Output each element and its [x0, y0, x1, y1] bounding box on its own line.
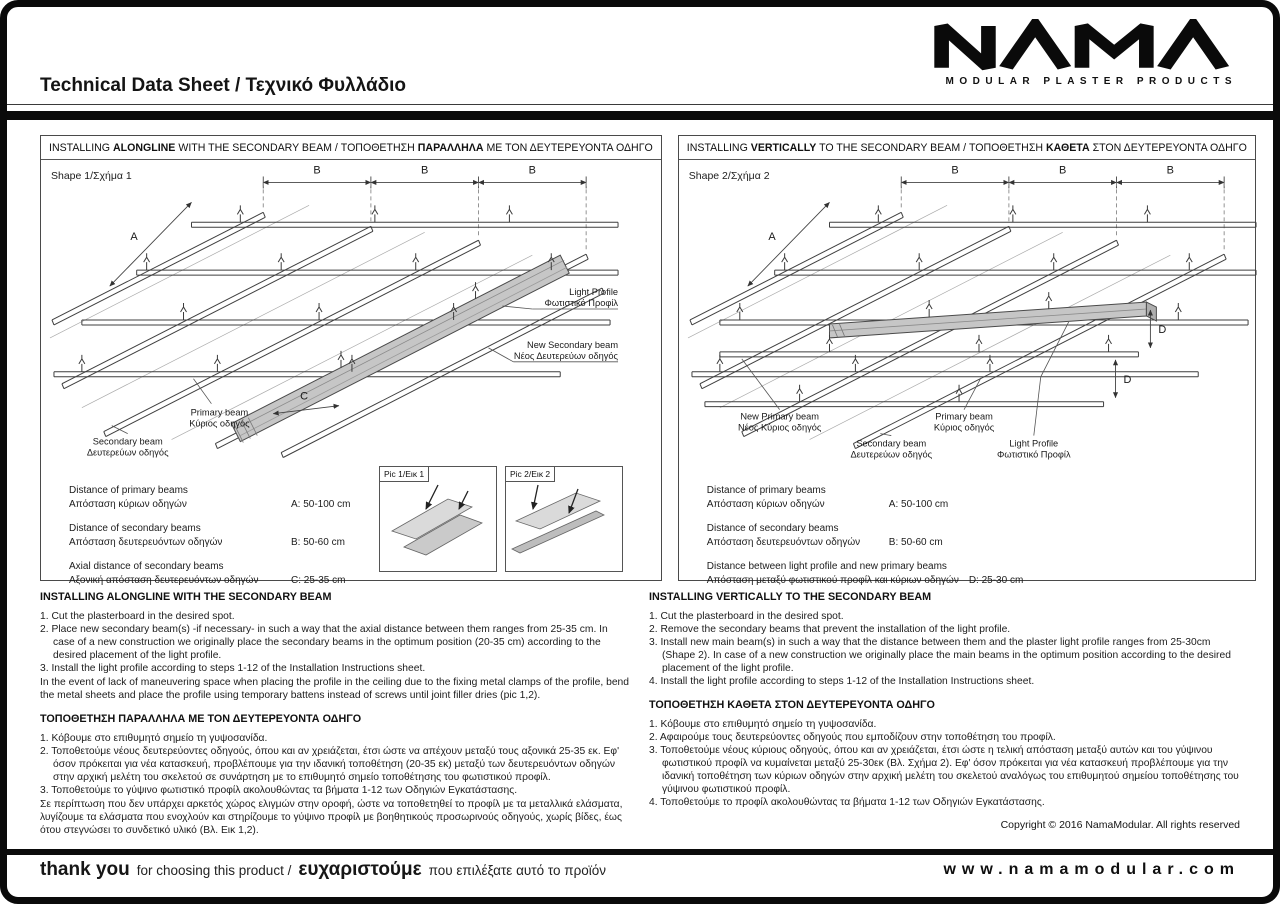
primary-beams	[692, 222, 1256, 376]
dim-label-a: A	[130, 231, 138, 244]
distance-value: C: 25-35 cm	[291, 574, 346, 586]
section-heading: INSTALLING VERTICALLY TO THE SECONDARY BEAM	[649, 591, 932, 603]
instruction-item: 1. Κόβουμε στο επιθυμητό σημείο τη γυψοσανίδα.	[649, 718, 877, 730]
section-vertical	[649, 591, 1240, 837]
callout-primary-beam	[934, 378, 995, 433]
pic-1-label: Pic 1/Εικ 1	[380, 467, 429, 482]
section-heading: ΤΟΠΟΘΕΤΗΣΗ ΚΑΘΕΤΑ ΣΤΟΝ ΔΕΥΤΕΡΕΥΟΝΤΑ ΟΔΗΓΟ	[649, 699, 935, 712]
section-alongline	[40, 591, 631, 837]
brand-block	[917, 19, 1237, 87]
instruction-item: 1. Κόβουμε στο επιθυμητό σημείο τη γυψοσανίδα.	[40, 732, 268, 744]
thank-you-gr-sub: που επιλέξατε αυτό το προϊόν	[428, 863, 607, 878]
dim-label-d: D	[1123, 373, 1132, 386]
panel-title-bold: ALONGLINE	[112, 142, 176, 154]
a-dimension	[748, 202, 830, 286]
distance-value: A: 50-100 cm	[291, 498, 351, 510]
section-vertical-en	[649, 591, 1240, 688]
distance-gr: Απόσταση κύριων οδηγών	[69, 498, 187, 510]
callout-secondary-beam	[87, 426, 169, 458]
instruction-item: 4. Τοποθετούμε το προφίλ ακολουθώντας τα βήματα 1-12 των Οδηγιών Εγκατάστασης.	[649, 797, 1045, 809]
callout-primary-en: Primary beam	[190, 407, 249, 418]
dim-label-b: B	[1166, 164, 1174, 177]
instruction-item: 1. Cut the plasterboard in the desired spot.	[649, 610, 844, 622]
callout-light-profile-en: Light Profile	[569, 287, 619, 298]
callout-new-secondary-gr: Νέος Δευτερεύων οδηγός	[513, 350, 619, 361]
callout-light-profile-en: Light Profile	[1009, 438, 1059, 449]
callout-secondary-gr: Δευτερεύων οδηγός	[850, 449, 932, 460]
brand-tagline: MODULAR PLASTER PRODUCTS	[945, 76, 1237, 87]
instruction-item: 3. Install the light profile according to steps 1-12 of the Installation Instructions sheet.	[40, 662, 426, 674]
distance-value: B: 50-60 cm	[888, 536, 943, 548]
diagram-shape-2	[680, 162, 1268, 462]
callout-light-profile-gr: Φωτιστικό Προφίλ	[544, 298, 619, 309]
top-dimension	[263, 176, 586, 250]
dim-label-c: C	[300, 390, 309, 403]
dim-label-b: B	[421, 164, 429, 177]
distance-value: B: 50-60 cm	[291, 536, 345, 548]
distance-gr: Απόσταση μεταξύ φωτιστικού προφίλ και κύριων οδηγών	[706, 574, 959, 586]
dim-label-b: B	[313, 164, 321, 177]
pics-row	[379, 466, 623, 572]
distance-row	[707, 522, 1024, 549]
shape-label: Shape 2/Σχήμα 2	[688, 170, 770, 182]
callout-light-profile-gr: Φωτιστικό Προφίλ	[996, 449, 1071, 460]
distance-row	[707, 484, 1024, 511]
distance-value: A: 50-100 cm	[888, 498, 949, 510]
distance-gr: Απόσταση κύριων οδηγών	[706, 498, 825, 510]
pic-2-label: Pic 2/Εικ 2	[506, 467, 555, 482]
instruction-item: 2. Τοποθετούμε νέους δευτερεύοντες οδηγούς, όπου και αν χρειάζεται, έτσι ώστε να απέχουν μεταξύ τους αξονικά 25-35 εκ. Εφ' όσον πρόκειται για νέα κατασκευή, προβλέπουμε για την ιδανική τοποθέτηση (20-35 εκ) μεταξύ των δευτερευόντων οδηγών στην αρχική μελέτη του σκελετού σε συνάρτηση με το επιθυμητό σημείο τοποθέτησης του φωτιστικού προφίλ.	[40, 745, 620, 784]
instruction-item: 2. Αφαιρούμε τους δευτερεύοντες οδηγούς που εμποδίζουν στην τοποθέτηση του προφίλ.	[649, 731, 1056, 743]
panel-title: INSTALLING VERTICALLY TO THE SECONDARY BEAM / ΤΟΠΟΘΕΤΗΣΗ ΚΑΘΕΤΑ ΣΤΟΝ ΔΕΥΤΕΡΕΥΟΝΤΑ ΟΔΗΓΟ	[679, 136, 1255, 160]
section-heading: INSTALLING ALONGLINE WITH THE SECONDARY BEAM	[40, 591, 332, 603]
pic-1	[379, 466, 497, 572]
section-heading: ΤΟΠΟΘΕΤΗΣΗ ΠΑΡΑΛΛΗΛΑ ΜΕ ΤΟΝ ΔΕΥΤΕΡΕΥΟΝΤΑ ΟΔΗΓΟ	[40, 713, 362, 726]
distance-en: Axial distance of secondary beams	[69, 561, 224, 572]
thank-you-en-sub: for choosing this product /	[136, 863, 292, 878]
callout-primary-en: Primary beam	[935, 411, 993, 422]
instruction-note: In the event of lack of maneuvering space when placing the profile in the ceiling due to the fixing metal clamps of the profile, bend the metal sheets and place the profile using temporary battens instead of screws until joint filler dries (pic 1,2).	[40, 677, 629, 702]
dim-label-b: B	[1058, 164, 1067, 177]
callout-secondary-beam	[850, 434, 932, 460]
top-dimension	[901, 176, 1224, 250]
thank-you-line	[40, 859, 613, 881]
a-dimension	[110, 202, 192, 286]
distance-row	[69, 560, 350, 587]
thank-you-gr: ευχαριστούμε	[298, 859, 422, 880]
new-primary-beams	[705, 352, 1139, 407]
dim-label-b: B	[951, 164, 959, 177]
distance-en: Distance of primary beams	[706, 485, 826, 496]
callout-secondary-gr: Δευτερεύων οδηγός	[86, 447, 169, 458]
secondary-beams	[52, 212, 588, 448]
section-alongline-en	[40, 591, 631, 702]
callout-new-primary	[738, 359, 822, 433]
distance-gr: Απόσταση δευτερευόντων οδηγών	[706, 536, 861, 548]
header-rule	[7, 104, 1273, 105]
d-dimensions	[1115, 310, 1150, 398]
pic-2-drawing	[506, 473, 622, 569]
light-profile	[231, 255, 569, 442]
callout-light-profile	[997, 322, 1071, 460]
callout-secondary-en: Secondary beam	[92, 436, 163, 447]
callout-new-primary-en: New Primary beam	[740, 411, 819, 422]
distance-row	[707, 560, 1024, 587]
distance-gr: Απόσταση δευτερευόντων οδηγών	[69, 536, 223, 548]
callout-secondary-en: Secondary beam	[856, 438, 927, 449]
distance-en: Distance of secondary beams	[706, 523, 839, 534]
callout-primary-gr: Κύριος οδηγός	[933, 422, 995, 433]
header-bar	[7, 111, 1273, 120]
panel-title-bold: ΠΑΡΑΛΛΗΛΑ	[417, 142, 484, 154]
distances-list	[69, 484, 350, 598]
instruction-item: 2. Remove the secondary beams that prevent the installation of the light profile.	[649, 623, 1011, 635]
copyright-notice: Copyright © 2016 NamaModular. All rights reserved	[1000, 819, 1240, 832]
distance-row	[69, 484, 350, 511]
dim-label-d: D	[1158, 323, 1167, 336]
distance-row	[69, 522, 350, 549]
panel-alongline	[40, 135, 662, 586]
instruction-item: 3. Τοποθετούμε το γύψινο φωτιστικό προφίλ ακολουθώντας τα βήματα 1-12 των Οδηγιών Εγκατάστασης.	[40, 785, 518, 797]
instruction-item: 2. Place new secondary beam(s) -if necessary- in such a way that the axial distance between them ranges from 25-35 cm. In case of a new construction we originally place the secondary beams in the optimum position (20-35 cm) according to the desired placement of the light profile.	[40, 623, 608, 661]
thank-you-en: thank you	[40, 859, 130, 880]
instruction-item: 3. Install new main beam(s) in such a way that the distance between them and the plaster light profile ranges from 25-30cm (Shape 2). In case of a new construction we originally place the main beams in the optimum position according to the desired placement of the light profile.	[649, 636, 1231, 674]
distance-value: D: 25-30 cm	[968, 574, 1024, 586]
diagram-shape-1	[42, 162, 630, 462]
panels-row	[40, 135, 1247, 586]
page-title: Technical Data Sheet / Τεχνικό Φυλλάδιο	[40, 75, 407, 96]
footer-bar	[7, 849, 1273, 855]
callout-new-secondary	[488, 340, 618, 362]
distance-en: Distance of secondary beams	[69, 523, 201, 534]
callout-primary-gr: Κύριος οδηγός	[189, 418, 250, 429]
instruction-note: Σε περίπτωση που δεν υπάρχει αρκετός χώρος ελιγμών στην οροφή, ώστε να τοποθετηθεί το προφίλ με τα μεταλλικά ελάσματα, λυγίζουμε τα ελάσματα που ενοχλούν και στηρίζουμε το γύψινο προφίλ με βοηθητικούς προσωρινούς οδηγούς, χωρίς βίδες, έως ότου στεγνώσει το συνδετικό υλικό (Βλ. Εικ 1,2).	[40, 799, 623, 837]
panel-title-bold: VERTICALLY	[750, 142, 817, 154]
hangers	[79, 205, 554, 371]
callout-primary-beam	[189, 379, 250, 429]
panel-vertical	[678, 135, 1256, 586]
panel-title: INSTALLING ALONGLINE WITH THE SECONDARY BEAM / ΤΟΠΟΘΕΤΗΣΗ ΠΑΡΑΛΛΗΛΑ ΜΕ ΤΟΝ ΔΕΥΤΕΡΕΥΟΝΤΑ ΟΔΗΓΟ	[41, 136, 661, 160]
section-vertical-gr	[649, 699, 1240, 809]
pic-2	[505, 466, 623, 572]
website-url: www.namamodular.com	[943, 861, 1240, 878]
instruction-item: 1. Cut the plasterboard in the desired spot.	[40, 610, 235, 622]
footer	[40, 859, 1240, 881]
panel-title-bold: ΚΑΘΕΤΑ	[1045, 142, 1090, 154]
nama-logo	[927, 19, 1237, 73]
distance-gr: Αξονική απόσταση δευτερευόντων οδηγών	[69, 574, 259, 586]
distances-list	[707, 484, 1024, 598]
pic-1-drawing	[380, 473, 496, 569]
dim-label-b: B	[528, 164, 536, 177]
section-alongline-gr	[40, 713, 631, 837]
distance-en: Distance of primary beams	[69, 485, 188, 496]
instructions-area	[40, 591, 1240, 837]
shape-label: Shape 1/Σχήμα 1	[51, 170, 132, 182]
instruction-item: 3. Τοποθετούμε νέους κύριους οδηγούς, όπου και αν χρειάζεται, έτσι ώστε η τελική απόσταση μεταξύ αυτών και του γύψινου φωτιστικού προφίλ να κυμαίνεται μεταξύ 25-30εκ (Βλ. Σχήμα 2). Εφ' όσον πρόκειται για νέα κατασκευή προβλέπουμε για την ιδανική τοποθέτηση των κύριων οδηγών στην αρχική μελέτη του σκελετού αναλόγως του επιθυμητού σημείου τοποθέτησης του γύψινου φωτιστικού προφίλ.	[649, 744, 1239, 796]
dim-label-a: A	[768, 231, 776, 244]
distance-en: Distance between light profile and new primary beams	[706, 561, 947, 572]
callout-new-secondary-en: New Secondary beam	[527, 339, 619, 350]
callout-new-primary-gr: Νέος Κύριος οδηγός	[737, 422, 822, 433]
instruction-item: 4. Install the light profile according to steps 1-12 of the Installation Instructions sheet.	[649, 676, 1035, 688]
